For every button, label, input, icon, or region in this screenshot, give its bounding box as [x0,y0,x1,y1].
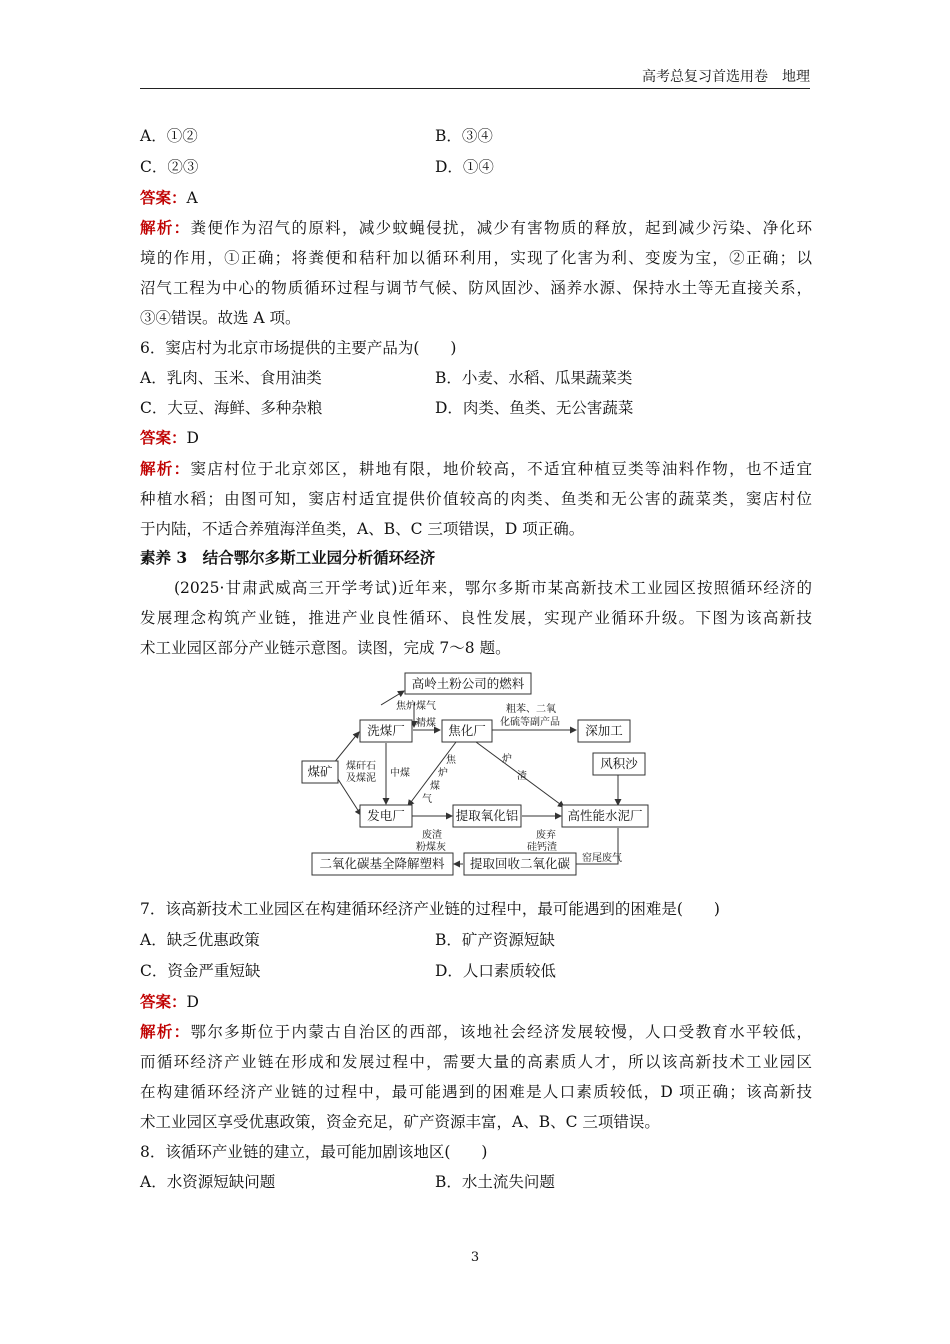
label-crude-benzene-2: 化硫等副产品 [500,717,560,728]
label-waste-2: 粉煤灰 [416,842,446,853]
label-discard-1: 废弃 [536,830,556,841]
q5-option-b: B．③④ [435,127,493,145]
q6-answer [140,428,199,448]
label-kiln-gas: 窑尾废气 [582,853,622,864]
q7-analysis-line-3: 在构建循环经济产业链的过程中，最可能遇到的困难是人口素质较低，D 项正确；该高新技 [140,1083,812,1101]
q8-stem: 8．该循环产业链的建立，最可能加剧该地区( ) [140,1143,488,1161]
q7-analysis-line-2: 而循环经济产业链在形成和发展过程中，需要大量的高素质人才，所以该高新技术工业园区 [140,1053,812,1071]
box-alumina [453,805,521,827]
label-qi: 气 [422,794,432,805]
q6-analysis-line-1 [140,459,812,479]
label-clean-coal: 精煤 [416,718,436,729]
box-sand [593,753,645,775]
box-cement-label: 高性能水泥厂 [567,808,643,823]
q7-option-c: C．资金严重短缺 [140,962,261,980]
box-cement [562,805,648,827]
q7-option-b: B．矿产资源短缺 [435,931,555,949]
box-fuel [405,673,531,694]
box-fuel-label: 高岭土粉公司的燃料 [411,676,525,691]
q7-analysis-line-4: 术工业园区享受优惠政策，资金充足，矿产资源丰富，A、B、C 三项错误。 [140,1113,660,1131]
label-crude-benzene-1: 粗苯、二氧 [506,704,556,715]
q7-analysis-line-1 [140,1022,812,1042]
header-title: 高考总复习首选用卷 地理 [642,69,810,85]
q6-option-b: B．小麦、水稻、瓜果蔬菜类 [435,369,633,387]
arrow-coke-to-power [408,742,456,806]
box-coke [442,720,492,742]
answer-value: A [186,189,198,207]
analysis-text: 粪便作为沼气的原料，减少蚊蝇侵扰，减少有害物质的释放，起到减少污染、净化环 [190,219,812,237]
analysis-label: 解析： [140,218,191,237]
intro-line-3: 术工业园区部分产业链示意图。读图，完成 7～8 题。 [140,639,511,657]
box-plastic [312,853,453,875]
analysis-text: 窦店村位于北京郊区，耕地有限，地价较高，不适宜种植豆类等油料作物，也不适宜 [190,460,812,478]
label-discard-2: 硅钙渣 [527,842,557,853]
label-gangue-1: 煤矸石 [346,761,376,772]
label-coke-gas: 焦炉煤气 [396,701,436,712]
q8-option-a: A．水资源短缺问题 [140,1173,276,1191]
q5-answer [140,188,198,208]
intro-line-2: 发展理念构筑产业链，推进产业良性循环、良性发展，实现产业循环升级。下图为该高新技 [140,609,812,627]
box-mine [302,761,338,783]
box-alumina-label: 提取氧化铝 [455,808,519,823]
intro-line-1: (2025·甘肃武威高三开学考试)近年来，鄂尔多斯市某高新技术工业园区按照循环经济的 [174,579,812,597]
box-sand-label: 风积沙 [600,756,638,771]
analysis-label: 解析： [140,459,191,478]
label-lu: 炉 [438,768,448,779]
answer-label: 答案： [140,992,187,1011]
q7-stem: 7．该高新技术工业园区在构建循环经济产业链的过程中，最可能遇到的困难是( ) [140,900,720,918]
answer-label: 答案： [140,428,187,447]
box-mine-label: 煤矿 [307,764,333,779]
label-mei: 煤 [430,781,440,792]
q7-option-d: D．人口素质较低 [435,962,556,980]
q6-option-c: C．大豆、海鲜、多种杂粮 [140,399,323,417]
q5-analysis-line-1 [140,218,812,238]
page-number: 3 [470,1250,480,1265]
q5-option-c: C．②③ [140,158,199,176]
arrow-mine-to-wash [333,732,359,764]
analysis-label: 解析： [140,1022,191,1041]
industrial-chain-diagram [300,668,658,882]
answer-value: D [186,429,199,447]
q5-analysis-line-3: 沼气工程为中心的物质循环过程与调节气候、防风固沙、涵养水源、保持水土等无直接关系， [140,279,812,297]
label-lu2: 炉 [502,754,512,765]
analysis-text: 鄂尔多斯位于内蒙古自治区的西部，该地社会经济发展较慢，人口受教育水平较低， [190,1023,812,1041]
answer-value: D [186,993,199,1011]
label-jiao: 焦 [446,755,456,766]
q5-option-d: D．①④ [435,158,494,176]
answer-label: 答案： [140,188,187,207]
box-wash-label: 洗煤厂 [367,723,405,738]
box-deep [578,720,630,742]
box-wash [360,720,412,742]
page-header [140,64,810,89]
box-deep-label: 深加工 [585,723,623,738]
q5-analysis-line-2: 境的作用，①正确；将粪便和秸秆加以循环利用，实现了化害为利、变废为宝，②正确；以 [140,249,812,267]
q6-stem: 6．窦店村为北京市场提供的主要产品为( ) [140,339,457,357]
q7-option-a: A．缺乏优惠政策 [140,931,260,949]
q6-analysis-line-2: 种植水稻；由图可知，窦店村适宜提供价值较高的肉类、鱼类和无公害的蔬菜类，窦店村位 [140,490,812,508]
box-plastic-label: 二氧化碳基全降解塑料 [319,856,445,871]
q6-option-d: D．肉类、鱼类、无公害蔬菜 [435,399,634,417]
q6-option-a: A．乳肉、玉米、食用油类 [140,369,322,387]
q5-option-a: A．①② [140,127,198,145]
box-co2 [464,853,576,875]
box-coke-label: 焦化厂 [448,723,486,738]
q6-analysis-line-3: 于内陆，不适合养殖海洋鱼类，A、B、C 三项错误，D 项正确。 [140,520,585,538]
label-zha: 渣 [517,771,527,782]
label-gangue-2: 及煤泥 [346,773,376,784]
label-waste-1: 废渣 [422,830,442,841]
section-title: 素养 3 结合鄂尔多斯工业园分析循环经济 [140,548,436,567]
q7-answer [140,992,199,1012]
box-power [360,805,412,827]
box-power-label: 发电厂 [367,808,405,823]
label-middling: 中煤 [390,768,410,779]
box-co2-label: 提取回收二氧化碳 [469,856,571,871]
q5-analysis-line-4: ③④错误。故选 A 项。 [140,309,301,327]
q8-option-b: B．水土流失问题 [435,1173,555,1191]
